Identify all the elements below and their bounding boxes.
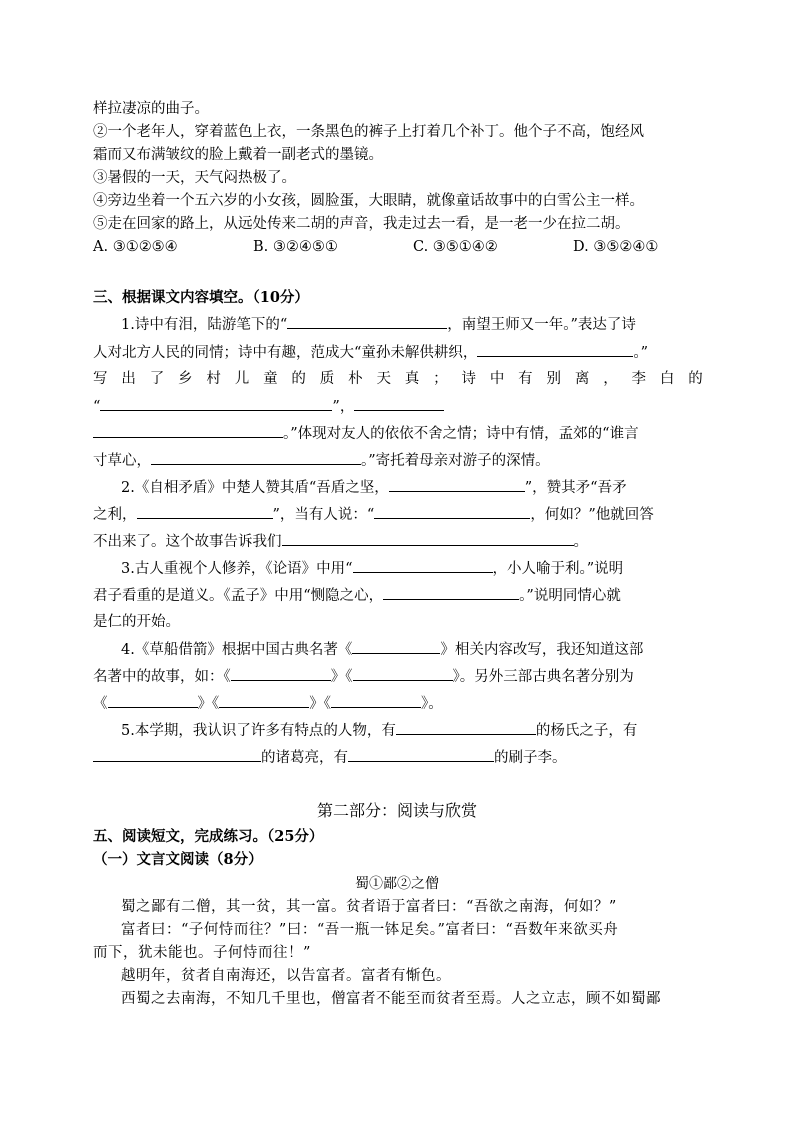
text-line: 霜而又布满皱纹的脸上戴着一副老式的墨镜。 (93, 147, 383, 163)
blank[interactable] (137, 503, 273, 519)
passage-line: 越明年，贫者自南海还，以告富者。富者有惭色。 (121, 968, 451, 984)
text-line: ③暑假的一天，天气闷热极了。 (93, 170, 296, 186)
passage-line: 而下，犹未能也。子何恃而往！” (93, 945, 311, 961)
blank[interactable] (352, 638, 440, 654)
text-line: ④旁边坐着一个五六岁的小女孩，圆脸蛋，大眼睛，就像童话故事中的白雪公主一样。 (93, 193, 644, 209)
blank[interactable] (93, 422, 283, 438)
section-heading: 五、阅读短文，完成练习。（25分） (93, 828, 324, 845)
question-line: “ ”， (93, 395, 703, 418)
blank[interactable] (151, 449, 361, 465)
question-line: 5.本学期，我认识了许多有特点的人物，有 的杨氏之子，有 (121, 719, 703, 742)
text-line: 样拉凄凉的曲子。 (93, 101, 209, 117)
blank[interactable] (354, 395, 444, 411)
question-line: 不出来了。这个故事告诉我们 。 (93, 530, 703, 553)
part-title: 第二部分：阅读与欣赏 (316, 801, 477, 820)
question-line-justified: 写 出 了 乡 村 儿 童 的 质 朴 天 真 ； 诗 中 有 别 离 ， 李 白 的 (93, 371, 703, 387)
option-c[interactable]: C. ③⑤①④② (413, 239, 498, 255)
question-line: 寸草心， 。”寄托着母亲对游子的深情。 (93, 449, 703, 472)
question-line: 君子看重的是道义。《孟子》中用“恻隐之心， 。”说明同情心就 (93, 584, 703, 607)
blank[interactable] (219, 692, 309, 708)
blank[interactable] (383, 584, 519, 600)
subsection-heading: （一）文言文阅读（8分） (93, 851, 263, 868)
blank[interactable] (396, 719, 536, 735)
blank[interactable] (389, 476, 525, 492)
blank[interactable] (331, 692, 421, 708)
option-d[interactable]: D. ③⑤②④① (573, 239, 659, 255)
blank[interactable] (231, 665, 331, 681)
question-line: 3.古人重视个人修养，《论语》中用“ ，小人喻于利。”说明 (121, 557, 703, 580)
blank[interactable] (282, 530, 574, 546)
blank[interactable] (93, 746, 261, 762)
question-line: 。”体现对友人的依依不舍之情；诗中有情，孟郊的“谁言 (93, 422, 703, 445)
blank[interactable] (353, 665, 453, 681)
question-line: 的诸葛亮，有 的刷子李。 (93, 746, 703, 769)
question-line: 4.《草船借箭》根据中国古典名著《 》相关内容改写，我还知道这部 (121, 638, 703, 661)
question-line: 《 》《 》《 》。 (93, 692, 703, 715)
text-line: ⑤走在回家的路上，从远处传来二胡的声音，我走过去一看，是一老一少在拉二胡。 (93, 216, 630, 232)
options-row (93, 236, 703, 258)
option-b[interactable]: B. ③②④⑤① (253, 239, 338, 255)
text-line: ②一个老年人，穿着蓝色上衣，一条黑色的裤子上打着几个补丁。他个子不高，饱经风 (93, 124, 644, 140)
passage-line: 西蜀之去南海，不知几千里也，僧富者不能至而贫者至焉。人之立志，顾不如蜀鄙 (121, 991, 661, 1007)
blank[interactable] (100, 395, 332, 411)
option-a[interactable]: A. ③①②⑤④ (93, 239, 178, 255)
blank[interactable] (108, 692, 198, 708)
question-line: 名著中的故事，如：《 》《 》。另外三部古典名著分别为 (93, 665, 703, 688)
blank[interactable] (374, 503, 530, 519)
blank[interactable] (477, 341, 633, 357)
question-line: 人对北方人民的同情；诗中有趣，范成大“童孙未解供耕织， 。” (93, 341, 703, 364)
question-line: 1.诗中有泪，陆游笔下的“ ，南望王师又一年。”表达了诗 (121, 313, 703, 336)
question-line: 是仁的开始。 (93, 614, 180, 630)
question-line: 2.《自相矛盾》中楚人赞其盾“吾盾之坚， ”，赞其矛“吾矛 (121, 476, 703, 499)
blank[interactable] (353, 557, 493, 573)
passage-line: 蜀之鄙有二僧，其一贫，其一富。贫者语于富者曰：“吾欲之南海，何如？” (121, 899, 617, 915)
section-heading: 三、根据课文内容填空。（10分） (93, 289, 309, 306)
passage-title: 蜀①鄙②之僧 (355, 876, 439, 892)
question-line: 之利， ”，当有人说：“ ，何如？”他就回答 (93, 503, 703, 526)
blank[interactable] (287, 313, 447, 329)
blank[interactable] (348, 746, 494, 762)
passage-line: 富者曰：“子何恃而往？”曰：“吾一瓶一钵足矣。”富者曰：“吾数年来欲买舟 (121, 922, 619, 938)
